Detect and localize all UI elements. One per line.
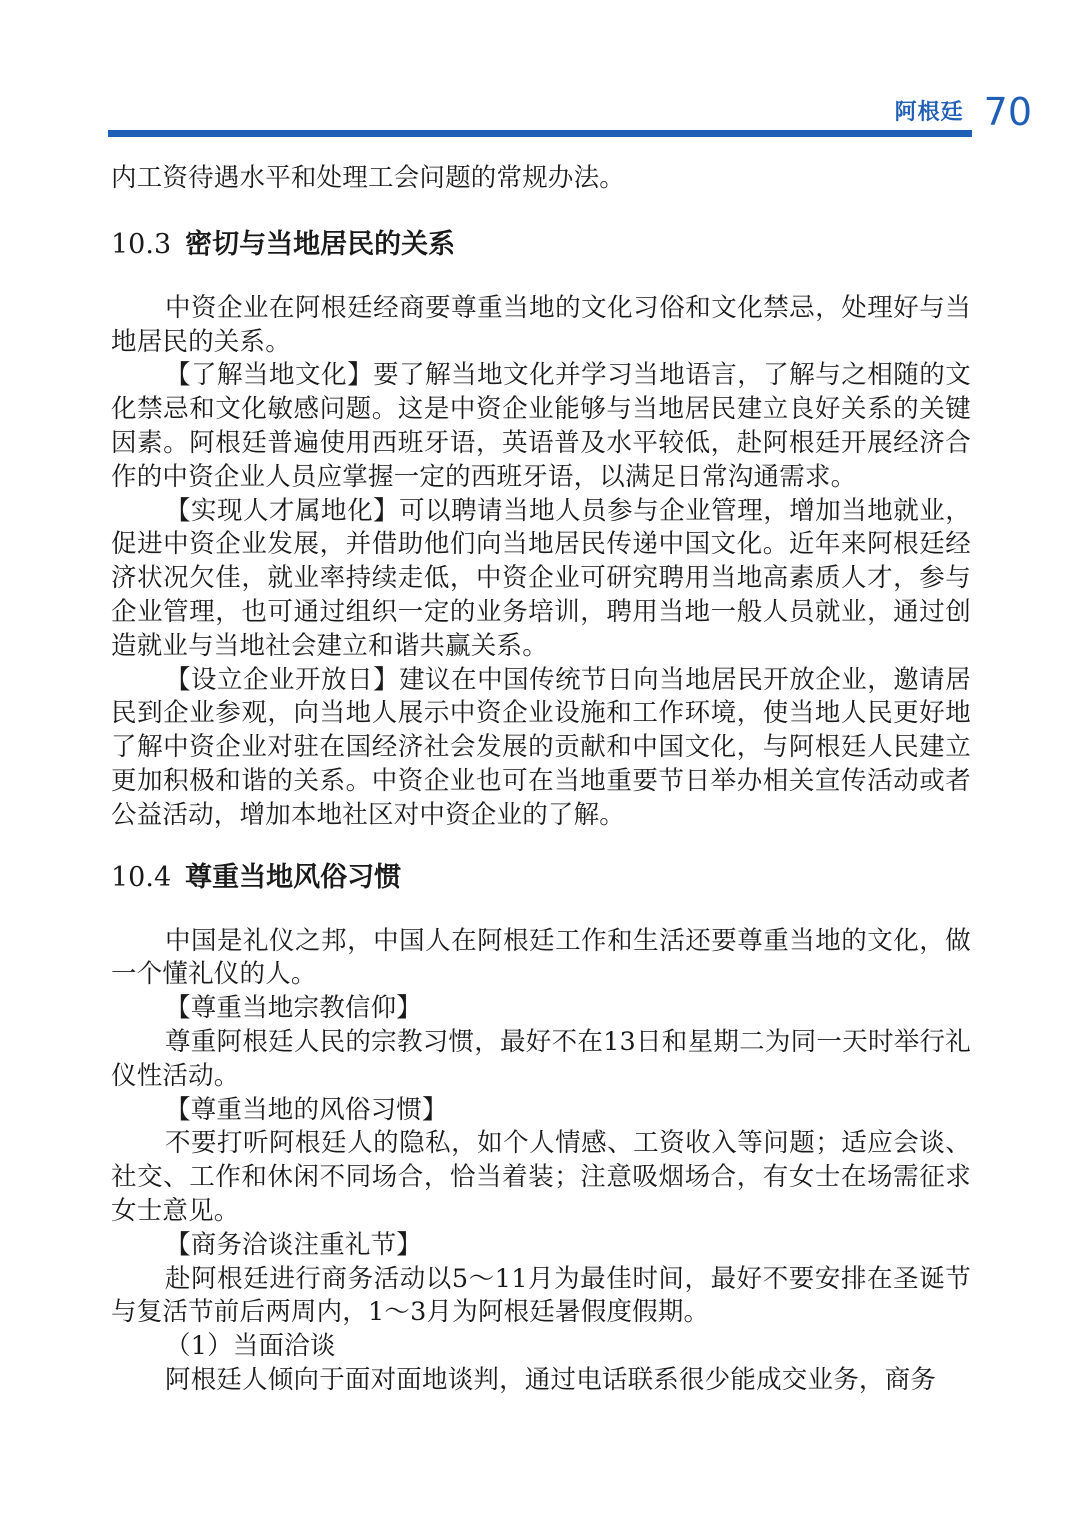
- section-number: 10.4: [111, 861, 172, 893]
- subheading: 【尊重当地的风俗习惯】: [165, 1094, 448, 1125]
- section-heading-10-4: [111, 861, 971, 895]
- paragraph: 尊重阿根廷人民的宗教习惯，最好不在13日和星期二为同一天时举行礼仪性活动。: [111, 1026, 971, 1091]
- paragraph: 【实现人才属地化】可以聘请当地人员参与企业管理，增加当地就业，促进中资企业发展，并借助他们向当地居民传递中国文化。近年来阿根廷经济状况欠佳，就业率持续走低，中资企业可研究聘用当地高素质人才，参与企业管理，也可通过组织一定的业务培训，聘用当地一般人员就业，通过创造就业与当地社会建立和谐共赢关系。: [111, 495, 971, 661]
- paragraph: 【了解当地文化】要了解当地文化并学习当地语言，了解与之相随的文化禁忌和文化敏感问题。这是中资企业能够与当地居民建立良好关系的关键因素。阿根廷普遍使用西班牙语，英语普及水平较低，赴阿根廷开展经济合作的中资企业人员应掌握一定的西班牙语，以满足日常沟通需求。: [111, 360, 971, 492]
- page-body: [111, 162, 971, 1398]
- subheading: （1）当面洽谈: [165, 1331, 336, 1362]
- subheading: 【尊重当地宗教信仰】: [165, 993, 423, 1024]
- section-heading-10-3: [111, 228, 971, 262]
- paragraph: 中资企业在阿根廷经商要尊重当地的文化习俗和文化禁忌，处理好与当地居民的关系。: [111, 292, 971, 357]
- page-number: 70: [983, 90, 1032, 134]
- paragraph: 赴阿根廷进行商务活动以5～11月为最佳时间，最好不要安排在圣诞节与复活节前后两周内，1～3月为阿根廷暑假度假期。: [111, 1263, 971, 1328]
- section-title: 尊重当地风俗习惯: [185, 861, 402, 893]
- subheading: 【商务洽谈注重礼节】: [165, 1229, 423, 1260]
- continuation-line: 内工资待遇水平和处理工会问题的常规办法。: [111, 163, 626, 193]
- paragraph: 不要打听阿根廷人的隐私，如个人情感、工资收入等问题；适应会谈、社交、工作和休闲不同场合，恰当着装；注意吸烟场合，有女士在场需征求女士意见。: [111, 1128, 971, 1226]
- header-rule: [108, 130, 972, 137]
- running-head: [895, 84, 1032, 134]
- section-number: 10.3: [111, 228, 172, 260]
- paragraph: 中国是礼仪之邦，中国人在阿根廷工作和生活还要尊重当地的文化，做一个懂礼仪的人。: [111, 925, 971, 990]
- running-head-country: 阿根廷: [894, 100, 964, 125]
- paragraph: 【设立企业开放日】建议在中国传统节日向当地居民开放企业，邀请居民到企业参观，向当地人展示中资企业设施和工作环境，使当地人民更好地了解中资企业对驻在国经济社会发展的贡献和中国文化，与阿根廷人民建立更加积极和谐的关系。中资企业也可在当地重要节日举办相关宣传活动或者公益活动，增加本地社区对中资企业的了解。: [111, 664, 971, 830]
- paragraph: 阿根廷人倾向于面对面地谈判，通过电话联系很少能成交业务，商务: [165, 1364, 937, 1395]
- section-title: 密切与当地居民的关系: [185, 228, 456, 260]
